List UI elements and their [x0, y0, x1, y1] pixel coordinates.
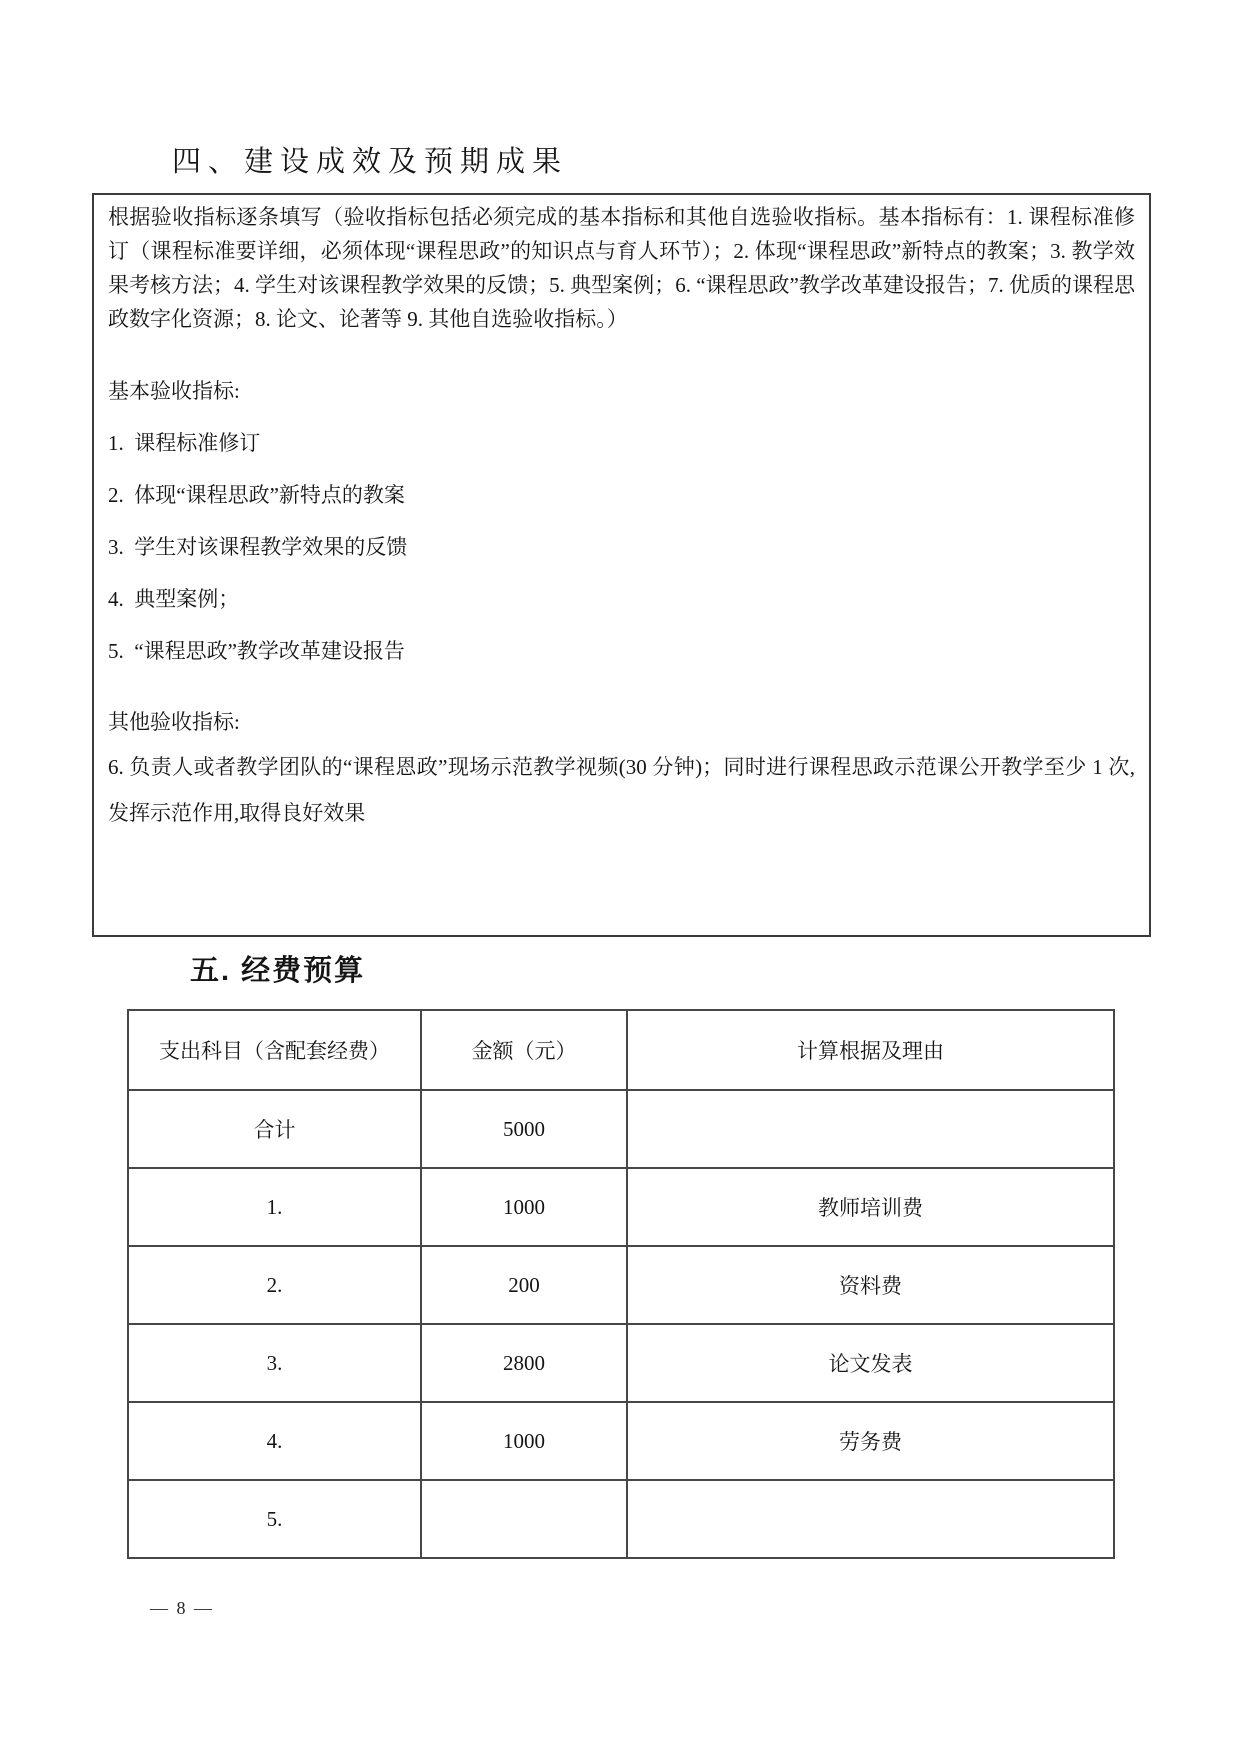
cell-reason	[627, 1090, 1114, 1168]
cell-item: 5.	[128, 1480, 421, 1558]
cell-amount: 1000	[421, 1168, 627, 1246]
table-row	[128, 1480, 1114, 1558]
cell-item: 4.	[128, 1402, 421, 1480]
table-row-total	[128, 1090, 1114, 1168]
cell-item: 1.	[128, 1168, 421, 1246]
cell-amount: 1000	[421, 1402, 627, 1480]
cell-item: 2.	[128, 1246, 421, 1324]
cell-amount: 200	[421, 1246, 627, 1324]
table-row	[128, 1324, 1114, 1402]
cell-item: 3.	[128, 1324, 421, 1402]
cell-amount	[421, 1480, 627, 1558]
budget-table-header-row	[128, 1010, 1114, 1090]
cell-reason: 劳务费	[627, 1402, 1114, 1480]
basic-indicator-item: 5. “课程思政”教学改革建设报告	[108, 639, 405, 663]
header-reason: 计算根据及理由	[627, 1010, 1114, 1090]
section4-box	[92, 193, 1151, 937]
basic-indicators-header: 基本验收指标:	[108, 379, 240, 403]
table-row	[128, 1402, 1114, 1480]
basic-indicator-item: 3. 学生对该课程教学效果的反馈	[108, 535, 408, 559]
section4-intro: 根据验收指标逐条填写（验收指标包括必须完成的基本指标和其他自选验收指标。基本指标有：1. 课程标准修订（课程标准要详细，必须体现“课程思政”的知识点与育人环节）；2. 体现“课程思政”新特点的教案；3. 教学效果考核方法；4. 学生对该课程教学效果的反馈；5. 典型案例；6. “课程思政”教学改革建设报告；7. 优质的课程思政数字化资源；8. 论文、论著等 9. 其他自选验收指标。）	[108, 205, 1135, 331]
basic-indicator-item: 1. 课程标准修订	[108, 431, 261, 455]
cell-reason	[627, 1480, 1114, 1558]
cell-reason: 论文发表	[627, 1324, 1114, 1402]
basic-indicator-item: 2. 体现“课程思政”新特点的教案	[108, 483, 405, 507]
other-indicators-header: 其他验收指标:	[108, 710, 240, 734]
basic-indicator-item: 4. 典型案例；	[108, 587, 240, 611]
cell-reason: 教师培训费	[627, 1168, 1114, 1246]
cell-reason: 资料费	[627, 1246, 1114, 1324]
page-number: — 8 —	[150, 1598, 214, 1618]
cell-item: 合计	[128, 1090, 421, 1168]
table-row	[128, 1168, 1114, 1246]
cell-amount: 2800	[421, 1324, 627, 1402]
header-expense-item: 支出科目（含配套经费）	[128, 1010, 421, 1090]
section4-title: 四、建设成效及预期成果	[172, 146, 569, 178]
header-amount: 金额（元）	[421, 1010, 627, 1090]
table-row	[128, 1246, 1114, 1324]
section5-title: 五. 经费预算	[190, 955, 366, 987]
cell-amount: 5000	[421, 1090, 627, 1168]
other-indicator-item: 6. 负责人或者教学团队的“课程恩政”现场示范教学视频(30 分钟)；同时进行课程思政示范课公开教学至少 1 次,发挥示范作用,取得良好效果	[108, 755, 1135, 825]
budget-table	[127, 1009, 1115, 1559]
